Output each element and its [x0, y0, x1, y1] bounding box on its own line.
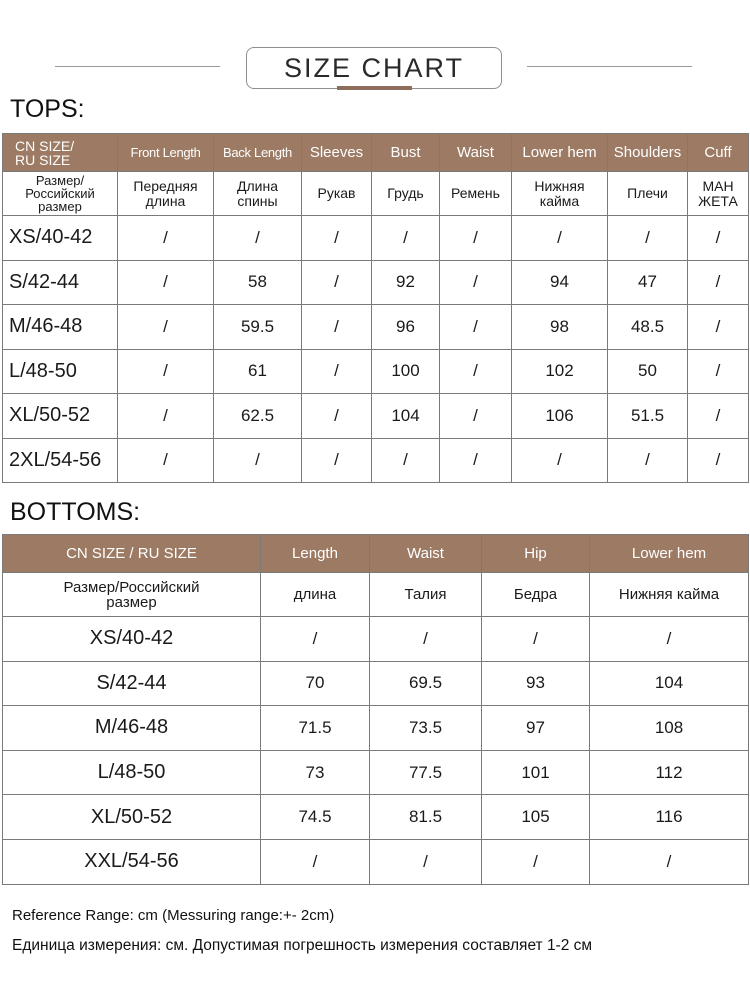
tops-measurement-cell: / [118, 216, 214, 261]
measurement-unit-note: Единица измерения: см. Допустимая погрешность измерения составляет 1-2 см [12, 937, 593, 954]
bottoms-table-row [3, 750, 749, 795]
bottoms-russian-column-header: Размер/Российский размер [3, 573, 261, 617]
tops-table-row [3, 216, 749, 261]
tops-measurement-cell: / [440, 260, 512, 305]
tops-table-row [3, 260, 749, 305]
tops-size-label: L/48-50 [3, 349, 118, 394]
tops-column-header: Cuff [688, 134, 749, 172]
tops-column-header: Lower hem [512, 134, 608, 172]
tops-measurement-cell: / [214, 216, 302, 261]
tops-russian-column-header: МАН ЖЕТА [688, 172, 749, 216]
tops-table-row [3, 394, 749, 439]
header-divider-left [55, 66, 220, 67]
tops-measurement-cell: 51.5 [608, 394, 688, 439]
tops-measurement-cell: 94 [512, 260, 608, 305]
tops-measurement-cell: / [608, 438, 688, 483]
tops-column-header: Waist [440, 134, 512, 172]
bottoms-measurement-cell: 97 [482, 706, 590, 751]
tops-measurement-cell: 61 [214, 349, 302, 394]
bottoms-measurement-cell: / [482, 839, 590, 884]
bottoms-measurement-cell: / [261, 839, 370, 884]
tops-measurement-cell: / [214, 438, 302, 483]
tops-measurement-cell: 48.5 [608, 305, 688, 350]
tops-measurement-cell: 98 [512, 305, 608, 350]
tops-measurement-cell: / [302, 438, 372, 483]
tops-measurement-cell: 96 [372, 305, 440, 350]
tops-measurement-cell: / [118, 438, 214, 483]
tops-column-header: Bust [372, 134, 440, 172]
tops-measurement-cell: / [118, 394, 214, 439]
tops-measurement-cell: / [118, 260, 214, 305]
bottoms-column-header: Waist [370, 535, 482, 573]
tops-russian-column-header: Передняя длина [118, 172, 214, 216]
bottoms-column-header: CN SIZE / RU SIZE [3, 535, 261, 573]
bottoms-size-label: L/48-50 [3, 750, 261, 795]
bottoms-table-row [3, 795, 749, 840]
bottoms-russian-header-row [3, 573, 749, 617]
tops-header-row [3, 134, 749, 172]
bottoms-table-row [3, 839, 749, 884]
tops-russian-column-header: Грудь [372, 172, 440, 216]
tops-russian-column-header: Размер/ Российский размер [3, 172, 118, 216]
bottoms-column-header: Lower hem [590, 535, 749, 573]
bottoms-measurement-cell: 81.5 [370, 795, 482, 840]
bottoms-russian-column-header: длина [261, 573, 370, 617]
tops-size-label: M/46-48 [3, 305, 118, 350]
tops-measurement-cell: / [688, 349, 749, 394]
bottoms-measurement-cell: / [590, 839, 749, 884]
tops-russian-column-header: Длина спины [214, 172, 302, 216]
bottoms-section-title: BOTTOMS: [10, 498, 141, 526]
bottoms-measurement-cell: / [261, 617, 370, 662]
bottoms-measurement-cell: / [482, 617, 590, 662]
bottoms-measurement-cell: 116 [590, 795, 749, 840]
tops-column-header: Back Length [214, 134, 302, 172]
tops-measurement-cell: / [688, 216, 749, 261]
bottoms-measurement-cell: 112 [590, 750, 749, 795]
tops-measurement-cell: / [302, 216, 372, 261]
bottoms-measurement-cell: 105 [482, 795, 590, 840]
tops-measurement-cell: 62.5 [214, 394, 302, 439]
tops-column-header: Shoulders [608, 134, 688, 172]
tops-measurement-cell: 58 [214, 260, 302, 305]
tops-measurement-cell: 106 [512, 394, 608, 439]
bottoms-russian-column-header: Нижняя кайма [590, 573, 749, 617]
tops-measurement-cell: 47 [608, 260, 688, 305]
tops-section-title: TOPS: [10, 95, 85, 123]
tops-russian-column-header: Плечи [608, 172, 688, 216]
tops-measurement-cell: / [440, 394, 512, 439]
tops-measurement-cell: / [118, 305, 214, 350]
bottoms-size-table [2, 534, 749, 885]
bottoms-size-label: XS/40-42 [3, 617, 261, 662]
tops-column-header: Sleeves [302, 134, 372, 172]
tops-measurement-cell: / [118, 349, 214, 394]
tops-measurement-cell: / [372, 216, 440, 261]
bottoms-column-header: Hip [482, 535, 590, 573]
tops-measurement-cell: / [302, 305, 372, 350]
page-title: SIZE CHART [246, 47, 502, 89]
tops-measurement-cell: / [608, 216, 688, 261]
tops-table-row [3, 438, 749, 483]
bottoms-size-label: XL/50-52 [3, 795, 261, 840]
bottoms-russian-column-header: Талия [370, 573, 482, 617]
tops-column-header: Front Length [118, 134, 214, 172]
tops-measurement-cell: / [688, 260, 749, 305]
bottoms-measurement-cell: / [590, 617, 749, 662]
bottoms-table-row [3, 661, 749, 706]
tops-column-header: CN SIZE/ RU SIZE [3, 134, 118, 172]
tops-measurement-cell: / [688, 305, 749, 350]
tops-size-label: S/42-44 [3, 260, 118, 305]
bottoms-measurement-cell: / [370, 617, 482, 662]
tops-measurement-cell: 50 [608, 349, 688, 394]
bottoms-measurement-cell: 93 [482, 661, 590, 706]
tops-measurement-cell: / [440, 305, 512, 350]
tops-russian-column-header: Нижняя кайма [512, 172, 608, 216]
tops-measurement-cell: / [440, 349, 512, 394]
tops-measurement-cell: / [302, 349, 372, 394]
tops-measurement-cell: 104 [372, 394, 440, 439]
bottoms-measurement-cell: 104 [590, 661, 749, 706]
tops-measurement-cell: / [512, 438, 608, 483]
title-accent-bar [337, 86, 412, 90]
header-divider-right [527, 66, 692, 67]
bottoms-measurement-cell: 70 [261, 661, 370, 706]
bottoms-table-row [3, 617, 749, 662]
tops-measurement-cell: / [440, 216, 512, 261]
tops-measurement-cell: / [440, 438, 512, 483]
reference-range-note: Reference Range: cm (Messuring range:+- 2cm) [12, 907, 335, 924]
tops-size-label: XL/50-52 [3, 394, 118, 439]
tops-russian-header-row [3, 172, 749, 216]
tops-measurement-cell: / [688, 394, 749, 439]
tops-measurement-cell: / [688, 438, 749, 483]
tops-size-label: XS/40-42 [3, 216, 118, 261]
tops-measurement-cell: / [372, 438, 440, 483]
bottoms-size-label: M/46-48 [3, 706, 261, 751]
bottoms-russian-column-header: Бедра [482, 573, 590, 617]
tops-measurement-cell: 59.5 [214, 305, 302, 350]
tops-measurement-cell: / [302, 260, 372, 305]
tops-size-label: 2XL/54-56 [3, 438, 118, 483]
tops-measurement-cell: 92 [372, 260, 440, 305]
bottoms-header-row [3, 535, 749, 573]
tops-measurement-cell: 102 [512, 349, 608, 394]
bottoms-size-label: XXL/54-56 [3, 839, 261, 884]
bottoms-size-label: S/42-44 [3, 661, 261, 706]
tops-measurement-cell: / [302, 394, 372, 439]
tops-table-row [3, 305, 749, 350]
bottoms-measurement-cell: 108 [590, 706, 749, 751]
bottoms-measurement-cell: 71.5 [261, 706, 370, 751]
bottoms-measurement-cell: 101 [482, 750, 590, 795]
bottoms-measurement-cell: 74.5 [261, 795, 370, 840]
tops-table-row [3, 349, 749, 394]
bottoms-column-header: Length [261, 535, 370, 573]
bottoms-measurement-cell: 73.5 [370, 706, 482, 751]
bottoms-measurement-cell: 77.5 [370, 750, 482, 795]
tops-russian-column-header: Ремень [440, 172, 512, 216]
bottoms-measurement-cell: 69.5 [370, 661, 482, 706]
bottoms-measurement-cell: 73 [261, 750, 370, 795]
bottoms-table-row [3, 706, 749, 751]
tops-size-table [2, 133, 749, 483]
tops-russian-column-header: Рукав [302, 172, 372, 216]
tops-measurement-cell: 100 [372, 349, 440, 394]
tops-measurement-cell: / [512, 216, 608, 261]
bottoms-measurement-cell: / [370, 839, 482, 884]
